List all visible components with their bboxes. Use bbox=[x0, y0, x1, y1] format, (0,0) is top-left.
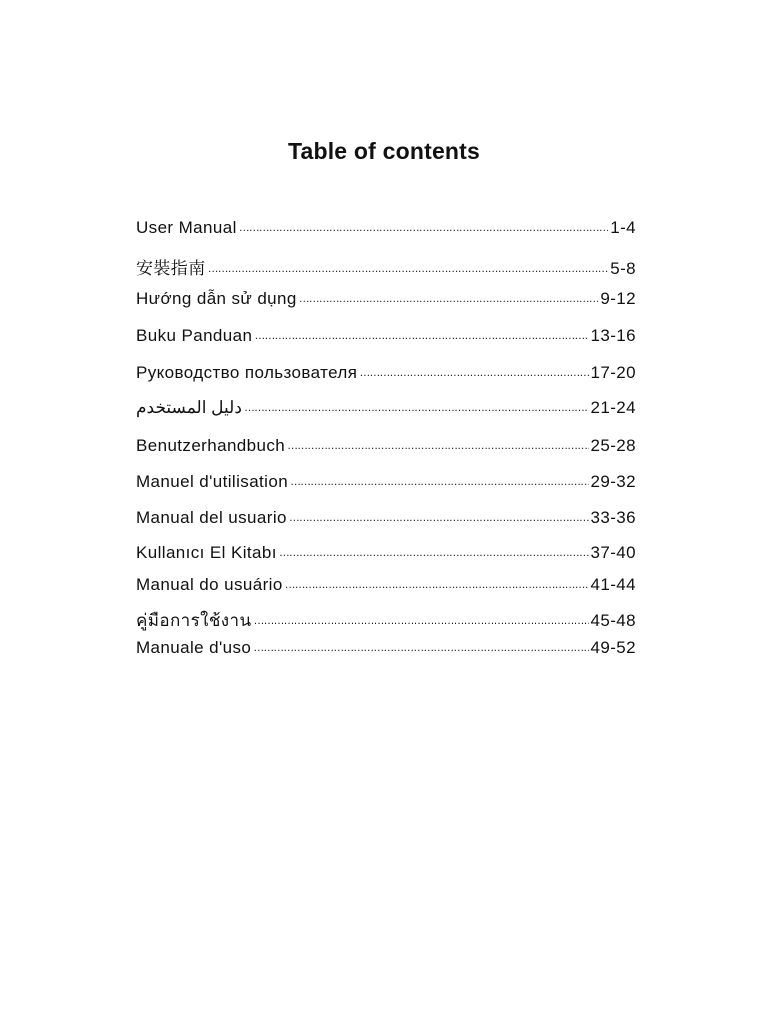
toc-entry-label: Manual do usuário bbox=[136, 575, 283, 594]
dot-leader bbox=[239, 216, 608, 236]
toc-entry-pages: 25-28 bbox=[590, 436, 636, 455]
toc-entry-russian bbox=[136, 363, 636, 383]
page-title: Table of contents bbox=[287, 138, 481, 164]
dot-leader bbox=[290, 470, 588, 490]
toc-entry-vietnamese bbox=[136, 289, 636, 309]
dot-leader bbox=[359, 361, 588, 381]
toc-entry-indonesian bbox=[136, 326, 636, 346]
toc-entry-pages: 45-48 bbox=[590, 611, 636, 630]
toc-entry-pages: 17-20 bbox=[590, 363, 636, 382]
toc-entry-italian bbox=[136, 638, 636, 658]
dot-leader bbox=[244, 396, 589, 416]
dot-leader bbox=[287, 434, 588, 454]
toc-entry-pages: 29-32 bbox=[590, 472, 636, 491]
dot-leader bbox=[253, 636, 588, 656]
toc-entry-label: Руководство пользователя bbox=[136, 363, 358, 382]
toc-entry-pages: 37-40 bbox=[590, 543, 636, 562]
toc-entry-label: Kullanıcı El Kitabı bbox=[136, 543, 277, 562]
toc-entry-label: دليل المستخدم bbox=[136, 398, 242, 417]
dot-leader bbox=[254, 324, 588, 344]
toc-entry-pages: 49-52 bbox=[590, 638, 636, 657]
toc-entry-pages: 13-16 bbox=[590, 326, 636, 345]
toc-entry-chinese bbox=[136, 254, 636, 279]
toc-entry-arabic bbox=[136, 398, 636, 418]
toc-entry-portuguese bbox=[136, 575, 636, 595]
toc-entry-label: Manuel d'utilisation bbox=[136, 472, 289, 491]
dot-leader bbox=[299, 287, 599, 307]
toc-entry-pages: 33-36 bbox=[590, 508, 636, 527]
toc-entry-label: 安裝指南 bbox=[136, 259, 206, 278]
toc-entry-label: Hướng dẫn sử dụng bbox=[136, 289, 297, 308]
dot-leader bbox=[285, 573, 589, 593]
toc-entry-spanish bbox=[136, 508, 636, 528]
toc-entry-pages: 21-24 bbox=[590, 398, 636, 417]
toc-entry-pages: 5-8 bbox=[610, 259, 636, 278]
toc-entry-label: User Manual bbox=[136, 218, 237, 237]
dot-leader bbox=[253, 609, 588, 629]
toc-entry-german bbox=[136, 436, 636, 456]
toc-entry-label: Buku Panduan bbox=[136, 326, 253, 345]
toc-entry-thai bbox=[136, 607, 636, 634]
toc-entry-label: Manual del usuario bbox=[136, 508, 287, 527]
dot-leader bbox=[279, 541, 589, 561]
toc-entry-pages: 41-44 bbox=[590, 575, 636, 594]
dot-leader bbox=[208, 257, 609, 277]
toc-entry-label: Benutzerhandbuch bbox=[136, 436, 286, 455]
toc-entry-label: คู่มือการใช้งาน bbox=[136, 611, 252, 630]
toc-entry-pages: 1-4 bbox=[610, 218, 636, 237]
toc-entry-french bbox=[136, 472, 636, 492]
dot-leader bbox=[289, 506, 589, 526]
toc-entry-user-manual bbox=[136, 218, 636, 238]
toc-entry-pages: 9-12 bbox=[600, 289, 636, 308]
toc-entry-turkish bbox=[136, 543, 636, 563]
toc-entry-label: Manuale d'uso bbox=[136, 638, 252, 657]
